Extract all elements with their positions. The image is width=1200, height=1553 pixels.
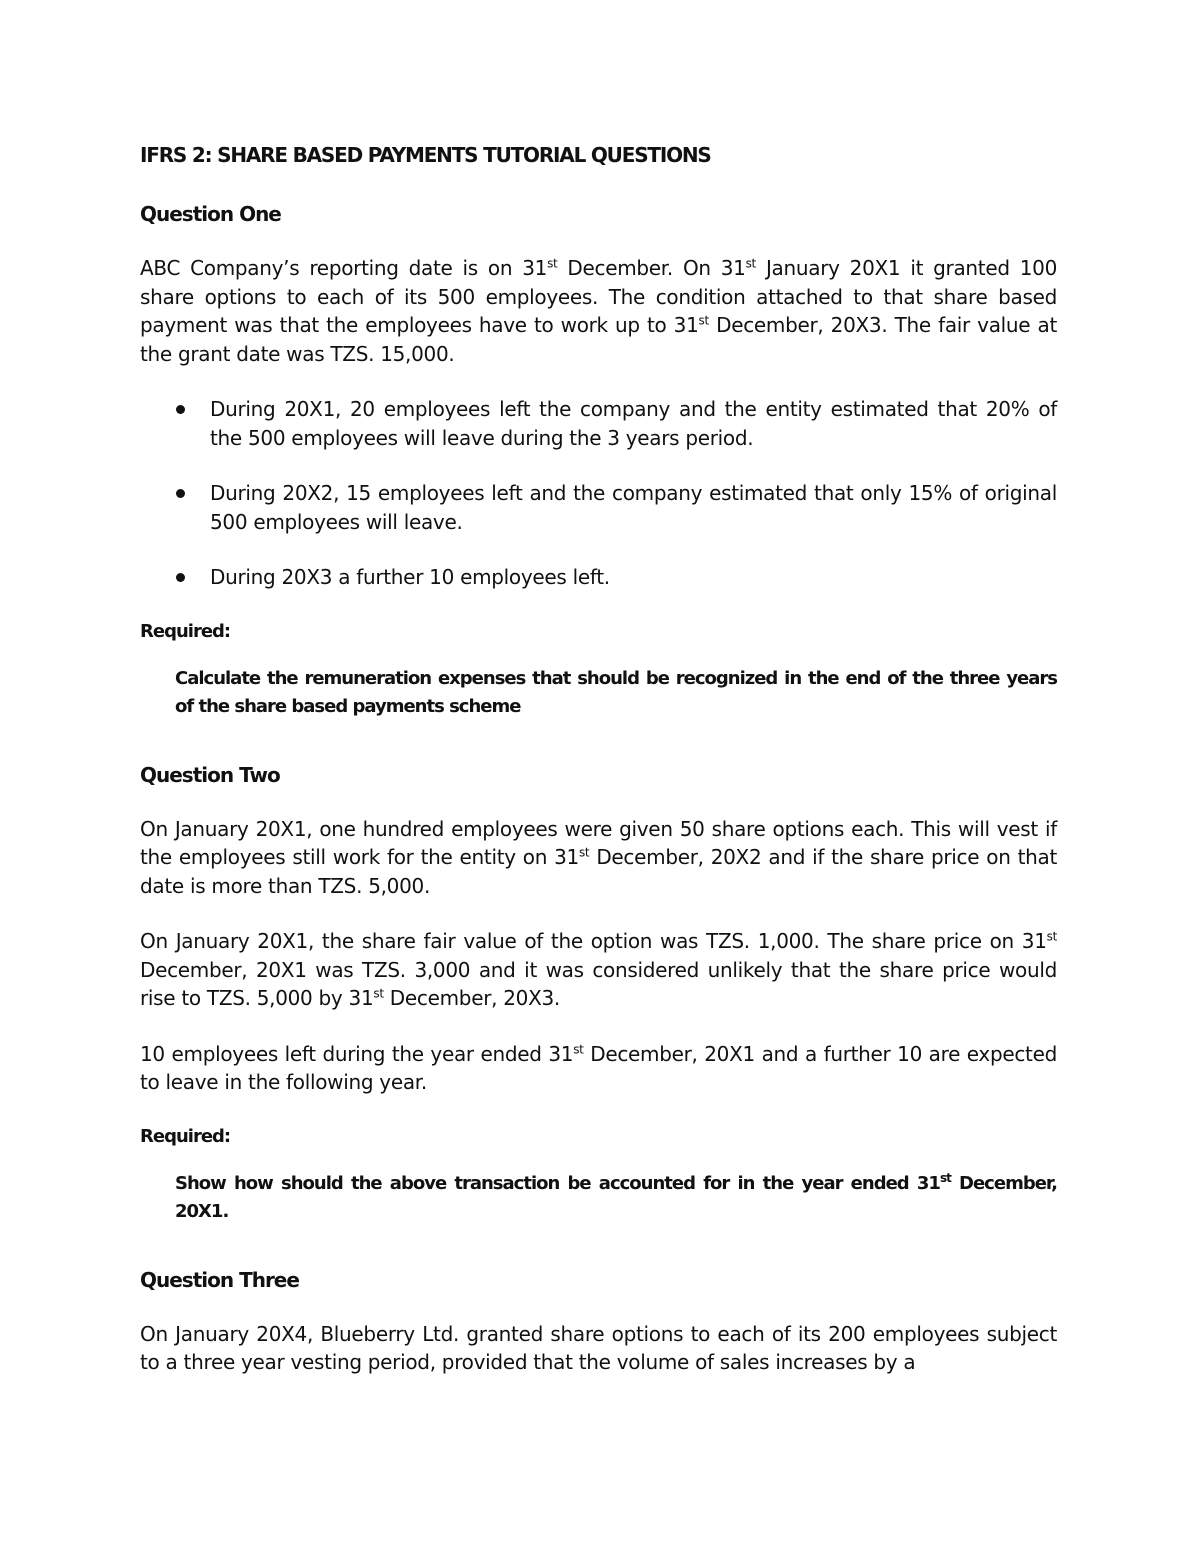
question-one-intro: ABC Company’s reporting date is on 31st December. On 31st January 20X1 it granted 100 share options to each of its 500 employees. The condition attached to that share based payment was that the employees have to work up to 31st December, 20X3. The fair value at the grant date was TZS. 15,000.	[140, 256, 1057, 366]
bullet-item: During 20X2, 15 employees left and the company estimated that only 15% of original 500 employees will leave.	[140, 479, 1057, 536]
question-three-paragraph-1: On January 20X4, Blueberry Ltd. granted share options to each of its 200 employees subject to a three year vesting period, provided that the volume of sales increases by a	[140, 1321, 1057, 1374]
question-two-required-text: Show how should the above transaction be accounted for in the year ended 31st December, 20X1.	[175, 1170, 1057, 1222]
bullet-icon	[176, 405, 185, 414]
question-one-bullet-list	[140, 395, 1057, 592]
question-two-required-label: Required:	[140, 1125, 231, 1147]
bullet-icon	[176, 573, 185, 582]
question-one-required-text: Calculate the remuneration expenses that should be recognized in the end of the three years of the share based payments scheme	[175, 667, 1057, 717]
question-two-paragraph-3: 10 employees left during the year ended 31st December, 20X1 and a further 10 are expected to leave in the following year.	[140, 1041, 1057, 1094]
bullet-item: During 20X1, 20 employees left the company and the entity estimated that 20% of the 500 employees will leave during the 3 years period.	[140, 395, 1057, 452]
document-title: IFRS 2: SHARE BASED PAYMENTS TUTORIAL QUESTIONS	[140, 143, 711, 167]
bullet-item: During 20X3 a further 10 employees left.	[140, 563, 1057, 592]
question-two-paragraph-1: On January 20X1, one hundred employees were given 50 share options each. This will vest if the employees still work for the entity on 31st December, 20X2 and if the share price on that date is more than TZS. 5,000.	[140, 816, 1057, 898]
question-three-heading: Question Three	[140, 1267, 299, 1292]
bullet-icon	[176, 489, 185, 498]
question-one-heading: Question One	[140, 202, 281, 226]
question-two-heading: Question Two	[140, 762, 280, 787]
document-page	[140, 140, 1057, 1404]
question-one-required-label: Required:	[140, 620, 231, 642]
question-two-paragraph-2: On January 20X1, the share fair value of the option was TZS. 1,000. The share price on 31st December, 20X1 was TZS. 3,000 and it was considered unlikely that the share price would rise to TZS. 5,000 by 31st December, 20X3.	[140, 929, 1057, 1010]
